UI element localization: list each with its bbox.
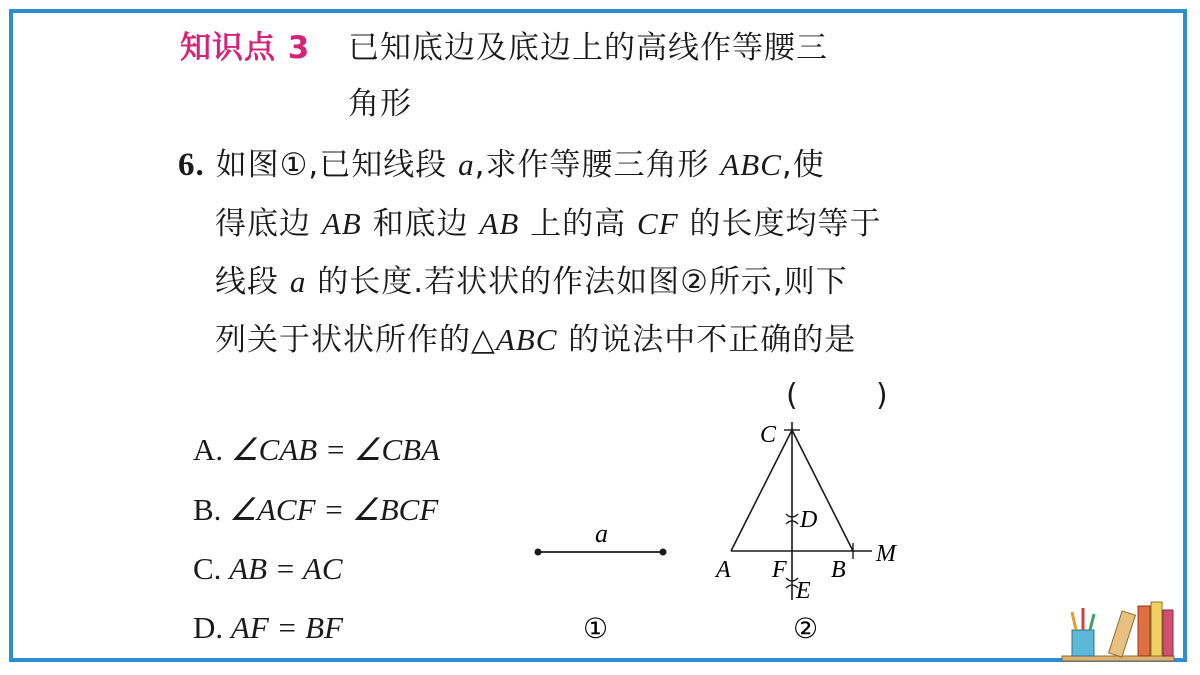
q-text: 的长度均等于	[678, 206, 882, 242]
books-and-pencil-cup-icon	[1060, 598, 1178, 664]
q-text: 得底边	[215, 206, 322, 242]
section-title-line2	[348, 84, 412, 124]
label-b: B	[831, 557, 846, 583]
figure-2	[700, 410, 920, 655]
option-c[interactable]	[193, 549, 343, 589]
question-line-4	[215, 320, 856, 360]
answer-bracket-open: (	[786, 378, 798, 413]
q-text: 如图①,已知线段	[215, 147, 459, 183]
option-a[interactable]	[193, 430, 440, 470]
q-text: ,求作等腰三角形	[474, 147, 721, 183]
side-ac	[731, 430, 792, 551]
q-text: 列关于状状所作的△	[215, 322, 496, 358]
figure-1	[520, 510, 690, 650]
option-d[interactable]	[193, 608, 343, 648]
option-text: ∠CAB = ∠CBA	[230, 432, 440, 467]
label-m: M	[876, 541, 896, 567]
option-text: ∠ACF = ∠BCF	[229, 492, 439, 527]
q-math: CF	[637, 206, 679, 241]
question-line-2	[215, 204, 882, 244]
q-text: 的长度.若状状的作法如图②所示,则下	[306, 264, 848, 300]
option-letter: A.	[193, 432, 224, 467]
q-math: a	[458, 147, 475, 182]
q-math: a	[289, 264, 307, 299]
q-text: 和底边	[361, 206, 480, 242]
option-b[interactable]	[193, 490, 438, 530]
section-title-text-2: 角形	[348, 86, 412, 122]
section-label: 知识点 3	[180, 30, 311, 66]
label-a: A	[716, 557, 731, 583]
option-text: AB = AC	[229, 551, 343, 586]
label-e: E	[796, 578, 811, 604]
segment-endpoint	[660, 549, 667, 556]
figure-2-caption: ②	[793, 614, 819, 645]
q-math: AB	[321, 206, 362, 241]
option-letter: D.	[193, 610, 224, 645]
question-line-1	[178, 145, 825, 185]
segment-endpoint	[535, 549, 542, 556]
q-text: 线段	[215, 264, 290, 300]
q-text: 上的高	[519, 206, 638, 242]
option-letter: B.	[193, 492, 222, 527]
q-math: ABC	[495, 322, 558, 357]
section-title-line1	[348, 28, 828, 68]
option-letter: C.	[193, 551, 222, 586]
section-heading	[180, 28, 310, 68]
q-text: ,使	[781, 147, 825, 183]
question-number: 6.	[178, 147, 205, 183]
figure-1-caption: ①	[583, 614, 609, 645]
label-d: D	[800, 507, 818, 533]
answer-bracket-close: )	[876, 378, 888, 413]
question-line-3	[215, 262, 848, 302]
label-f: F	[772, 557, 787, 583]
q-math: ABC	[720, 147, 782, 182]
segment-label: a	[595, 519, 608, 548]
section-title-text-1: 已知底边及底边上的高线作等腰三	[348, 30, 828, 66]
q-text: 的说法中不正确的是	[557, 322, 857, 358]
q-math: AB	[479, 206, 520, 241]
option-text: AF = BF	[230, 610, 344, 645]
label-c: C	[760, 422, 777, 448]
